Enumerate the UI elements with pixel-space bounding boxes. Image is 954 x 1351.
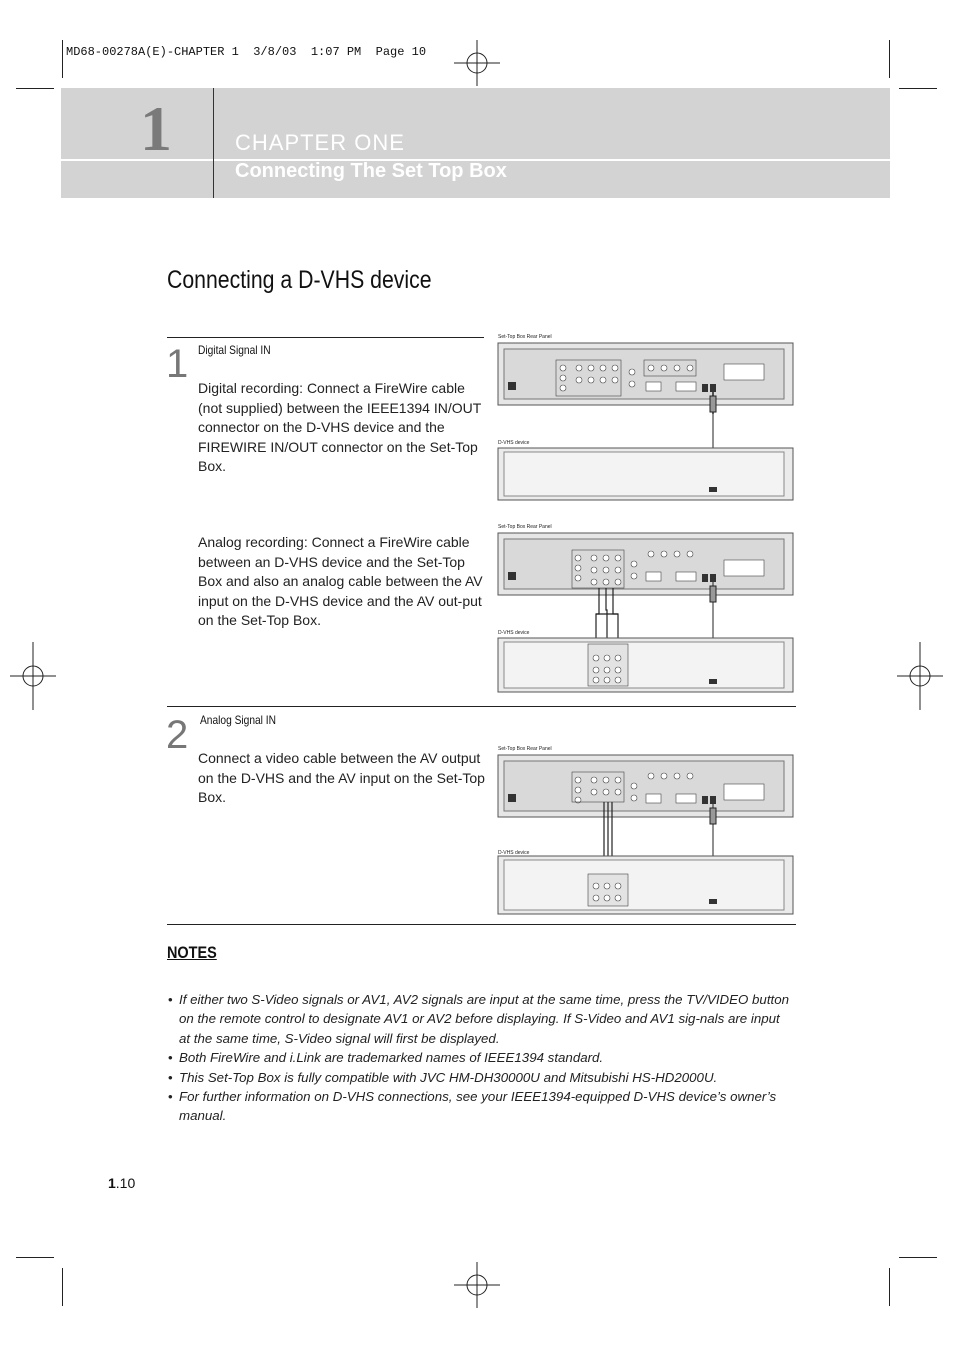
dvhs-device-label: D-VHS device [498, 440, 530, 446]
chapter-label: CHAPTER ONE [235, 130, 405, 155]
step-1-rule [167, 337, 484, 338]
stb-panel-label: Set-Top Box Rear Panel [498, 524, 552, 530]
page-number [108, 1175, 135, 1191]
stb-panel-label: Set-Top Box Rear Panel [498, 334, 552, 340]
page-number-chapter: 1 [108, 1175, 116, 1191]
chapter-number: 1 [140, 93, 172, 164]
step-2-number: 2 [166, 713, 189, 757]
step-1-analog-text: Analog recording: Connect a FireWire cable between an D-VHS device and the Set-Top Box and also an analog cable between the AV input on the D-VHS device and the AV out-put on the Set-Top Box. [198, 534, 483, 628]
note-item: • Both FireWire and i.Link are trademarked names of IEEE1394 standard. [168, 1048, 793, 1067]
diagram-digital-connection [496, 334, 796, 504]
notes-title: NOTES [167, 943, 217, 962]
header-divider [213, 88, 214, 198]
diagram-analog-signal-in [496, 746, 796, 918]
dvhs-device-label: D-VHS device [498, 630, 530, 636]
page-title: Connecting a D-VHS device [167, 266, 432, 294]
notes-list [168, 990, 793, 1126]
dvhs-device-label: D-VHS device [498, 850, 530, 856]
diagram-analog-connection [496, 524, 796, 696]
page-number-page: .10 [115, 1175, 136, 1191]
step-1-subhead: Digital Signal IN [198, 343, 271, 357]
notes-rule [167, 924, 796, 925]
step-2-text: Connect a video cable between the AV output on the D-VHS and the AV input on the Set-Top Box. [198, 750, 485, 805]
stb-panel-label: Set-Top Box Rear Panel [498, 746, 552, 752]
step-2-subhead: Analog Signal IN [200, 713, 276, 727]
chapter-title: Connecting The Set Top Box [235, 160, 507, 182]
step-2-rule [167, 706, 796, 707]
step-1-digital-text: Digital recording: Connect a FireWire cable (not supplied) between the IEEE1394 IN/OUT connector on the D-VHS device and the FIREWIRE IN/OUT connector on the Set-Top Box. [198, 380, 482, 474]
print-slug: MD68-00278A(E)-CHAPTER 1 3/8/03 1:07 PM Page 10 [66, 45, 427, 59]
note-item: • If either two S-Video signals or AV1, AV2 signals are input at the same time, press the TV/VIDEO button on the remote control to designate AV1 or AV2 before displaying. If S-Video and AV1 sig-nals are input at the same time, S-Video signal will first be displayed. [168, 990, 793, 1048]
note-item: • This Set-Top Box is fully compatible with JVC HM-DH30000U and Mitsubishi HS-HD2000U. [168, 1068, 793, 1087]
step-1-number: 1 [166, 342, 189, 386]
note-item: • For further information on D-VHS connections, see your IEEE1394-equipped D-VHS device’s owner’s manual. [168, 1087, 793, 1126]
